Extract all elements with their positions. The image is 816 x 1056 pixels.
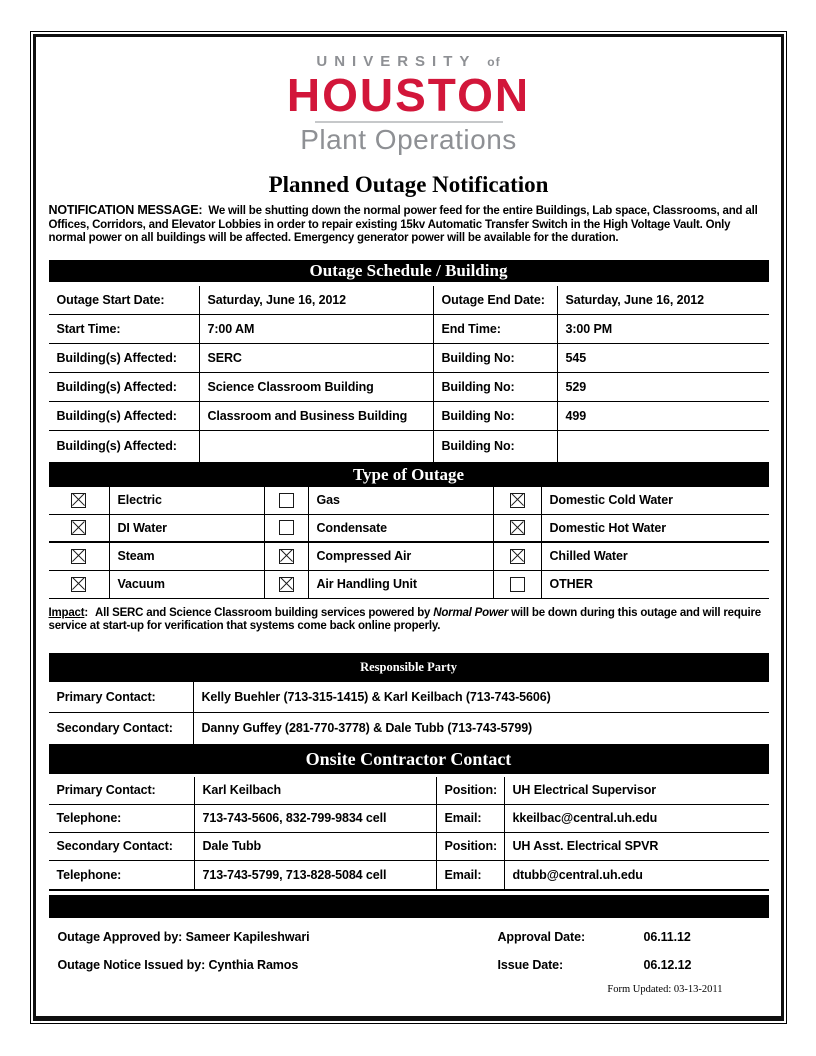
schedule-label: Outage End Date: (433, 286, 557, 314)
section-header-outage-schedule: Outage Schedule / Building (49, 260, 769, 282)
responsible-value: Kelly Buehler (713-315-1415) & Karl Keilbach (713-743-5606) (193, 682, 769, 712)
divider-bar (49, 895, 769, 918)
checkbox-vacuum (49, 571, 109, 598)
outage-type-label: Air Handling Unit (308, 571, 493, 598)
schedule-row (49, 286, 769, 315)
uh-logo (49, 54, 769, 155)
logo-subtitle: Plant Operations (300, 124, 517, 155)
contractor-label: Telephone: (56, 811, 122, 825)
checkbox-electric (49, 487, 109, 514)
outage-type-label: Electric (109, 487, 264, 514)
checkbox-icon (510, 577, 525, 592)
checkbox-icon (510, 520, 525, 535)
form-updated-note: Form Updated: 03-13-2011 (607, 983, 723, 995)
outage-type-grid (49, 487, 769, 599)
outage-type-label: Chilled Water (541, 543, 769, 570)
schedule-value: 499 (557, 402, 769, 430)
schedule-label: Building No: (433, 373, 557, 401)
schedule-label: Start Time: (56, 321, 121, 336)
impact-note (49, 607, 769, 634)
section-header-type-of-outage: Type of Outage (49, 462, 769, 487)
schedule-value: SERC (199, 344, 433, 372)
schedule-label: End Time: (433, 315, 557, 343)
outage-type-row (49, 487, 769, 515)
schedule-value: Classroom and Business Building (199, 402, 433, 430)
schedule-label: Building No: (433, 344, 557, 372)
checkbox-icon (510, 493, 525, 508)
issue-date-label: Issue Date: (497, 957, 564, 972)
schedule-row (49, 402, 769, 431)
checkbox-gas (264, 487, 308, 514)
schedule-label: Building(s) Affected: (56, 408, 177, 423)
checkbox-icon (279, 520, 294, 535)
logo-houston-text: HOUSTON (286, 69, 531, 121)
contractor-row (49, 833, 769, 861)
contractor-row (49, 861, 769, 889)
contractor-value: 713-743-5799, 713-828-5084 cell (194, 861, 436, 889)
logo-of-text: of (487, 55, 501, 69)
checkbox-domestic-hot-water (493, 515, 541, 541)
checkbox-steam (49, 543, 109, 570)
notification-text: We will be shutting down the normal power feed for the entire Buildings, Lab space, Classrooms, and all Offices, Corridors, and Elevator Lobbies in order to repair existing 15kv Automatic Transfer Switch in the High Voltage Vault. Only normal power on all buildings will be affected. Emergency generator power will be available for the duration. (48, 205, 758, 244)
checkbox-air-handling-unit (264, 571, 308, 598)
contractor-value: Karl Keilbach (194, 777, 436, 804)
checkbox-icon (279, 549, 294, 564)
schedule-table (49, 286, 769, 462)
schedule-value: Science Classroom Building (199, 373, 433, 401)
outage-type-label: Condensate (308, 515, 493, 541)
schedule-label: Building(s) Affected: (56, 379, 177, 394)
checkbox-condensate (264, 515, 308, 541)
contractor-table (49, 777, 769, 891)
contractor-label: Email: (436, 805, 504, 832)
schedule-label: Building(s) Affected: (56, 439, 177, 453)
notification-message (49, 204, 769, 246)
checkbox-compressed-air (264, 543, 308, 570)
logo-university-line (49, 54, 769, 70)
document-content (49, 54, 769, 995)
schedule-label: Building No: (433, 402, 557, 430)
checkbox-chilled-water (493, 543, 541, 570)
checkbox-icon (279, 577, 294, 592)
contractor-row (49, 805, 769, 833)
logo-underline (315, 121, 503, 123)
document-frame (30, 31, 787, 1024)
outage-type-label: Domestic Hot Water (541, 515, 769, 541)
responsible-row (49, 682, 769, 713)
checkbox-icon (71, 520, 86, 535)
checkbox-icon (71, 549, 86, 564)
schedule-label: Outage Start Date: (56, 292, 165, 307)
checkbox-other (493, 571, 541, 598)
checkbox-icon (71, 577, 86, 592)
contractor-value: Dale Tubb (194, 833, 436, 860)
approval-date-label: Approval Date: (497, 929, 586, 944)
contractor-label: Telephone: (56, 867, 122, 882)
issue-date-value: 06.12.12 (643, 957, 692, 972)
logo-university-text: UNIVERSITY (316, 53, 477, 70)
schedule-value: Saturday, June 16, 2012 (557, 286, 769, 314)
schedule-value: Saturday, June 16, 2012 (199, 286, 433, 314)
responsible-row (49, 713, 769, 744)
approved-by-text: Outage Approved by: Sameer Kapileshwari (57, 929, 310, 944)
contractor-label: Email: (436, 861, 504, 889)
outage-type-row (49, 543, 769, 571)
schedule-row (49, 431, 769, 462)
contractor-label: Position: (436, 833, 504, 860)
document-frame-inner (33, 34, 784, 1021)
impact-text-after: will be down during this outage and will require service at start-up for verification that systems come back online properly. (48, 606, 761, 632)
responsible-party-table (49, 682, 769, 744)
contractor-row (49, 777, 769, 805)
contractor-label: Primary Contact: (56, 783, 156, 797)
outage-type-label: OTHER (541, 571, 769, 598)
schedule-row (49, 315, 769, 344)
outage-type-label: Vacuum (109, 571, 264, 598)
checkbox-icon (279, 493, 294, 508)
outage-type-label: Domestic Cold Water (541, 487, 769, 514)
section-header-onsite-contractor: Onsite Contractor Contact (49, 744, 769, 774)
impact-text-before: All SERC and Science Classroom building services powered by (95, 606, 434, 619)
responsible-value: Danny Guffey (281-770-3778) & Dale Tubb (713-743-5799) (193, 713, 769, 744)
outage-type-row (49, 571, 769, 599)
approval-row (49, 923, 769, 951)
checkbox-domestic-cold-water (493, 487, 541, 514)
schedule-row (49, 373, 769, 402)
schedule-value: 545 (557, 344, 769, 372)
issue-row (49, 951, 769, 979)
issued-by-text: Outage Notice Issued by: Cynthia Ramos (57, 957, 299, 972)
schedule-value (557, 431, 769, 462)
responsible-label: Primary Contact: (56, 689, 156, 704)
notification-label: NOTIFICATION MESSAGE: (48, 203, 203, 217)
schedule-value: 529 (557, 373, 769, 401)
outage-type-label: Compressed Air (308, 543, 493, 570)
schedule-value: 3:00 PM (557, 315, 769, 343)
checkbox-icon (71, 493, 86, 508)
responsible-label: Secondary Contact: (56, 721, 173, 735)
schedule-value (199, 431, 433, 462)
contractor-value: UH Electrical Supervisor (504, 777, 769, 804)
checkbox-di-water (49, 515, 109, 541)
schedule-label: Building(s) Affected: (56, 350, 177, 365)
page-title: Planned Outage Notification (268, 172, 549, 197)
approval-date-value: 06.11.12 (643, 929, 691, 944)
schedule-value: 7:00 AM (199, 315, 433, 343)
outage-type-label: Gas (308, 487, 493, 514)
contractor-value: dtubb@central.uh.edu (504, 861, 769, 889)
contractor-label: Position: (436, 777, 504, 804)
impact-label: Impact (48, 606, 85, 619)
outage-type-row (49, 515, 769, 543)
impact-italic-text: Normal Power (433, 606, 509, 619)
schedule-row (49, 344, 769, 373)
contractor-value: kkeilbac@central.uh.edu (504, 805, 769, 832)
section-header-responsible-party: Responsible Party (49, 653, 769, 682)
contractor-label: Secondary Contact: (56, 839, 173, 853)
contractor-value: UH Asst. Electrical SPVR (504, 833, 769, 860)
outage-type-label: DI Water (109, 515, 264, 541)
impact-colon: : (84, 606, 89, 619)
schedule-label: Building No: (433, 431, 557, 462)
checkbox-icon (510, 549, 525, 564)
outage-type-label: Steam (109, 543, 264, 570)
contractor-value: 713-743-5606, 832-799-9834 cell (194, 805, 436, 832)
